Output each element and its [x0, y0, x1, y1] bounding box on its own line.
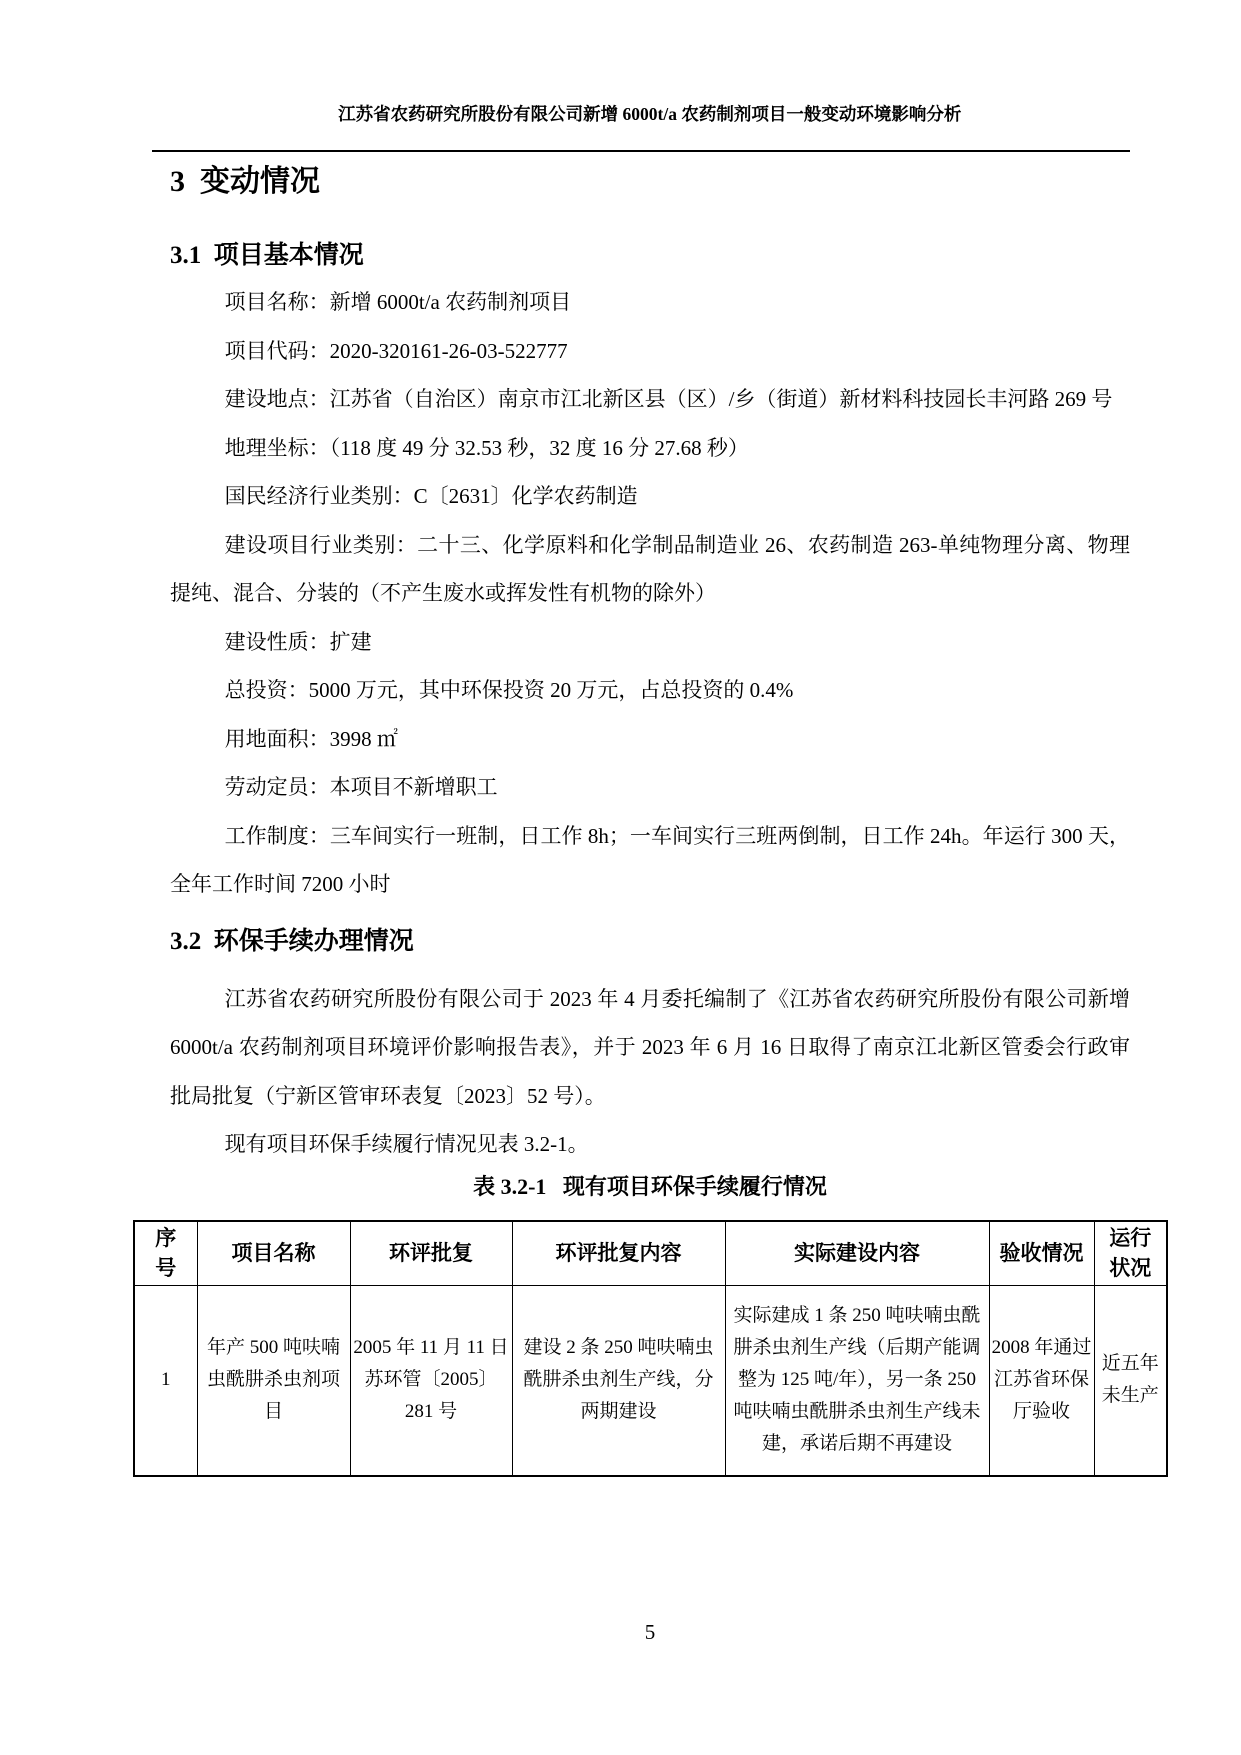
paragraph-land-area: 用地面积：3998 ㎡ — [224, 726, 398, 751]
paragraph-construction-type: 建设性质：扩建 — [224, 629, 372, 654]
col-header-approval-content: 环评批复内容 — [512, 1221, 725, 1286]
col-header-operation-status: 运行状况 — [1094, 1221, 1167, 1286]
col-header-acceptance: 验收情况 — [989, 1221, 1094, 1286]
cell-operation-status: 近五年未生产 — [1094, 1286, 1167, 1476]
running-header-title: 江苏省农药研究所股份有限公司新增 6000t/a 农药制剂项目一般变动环境影响分析 — [338, 104, 962, 124]
col-header-actual-content: 实际建设内容 — [725, 1221, 989, 1286]
page-content — [155, 140, 1159, 1477]
paragraph-industry-category: 国民经济行业类别：C〔2631〕化学农药制造 — [224, 484, 638, 508]
paragraph-investment: 总投资：5000 万元，其中环保投资 20 万元，占总投资的 0.4% — [224, 678, 794, 702]
col-header-eia-approval: 环评批复 — [350, 1221, 512, 1286]
section-3-1-body — [170, 278, 1130, 909]
page-footer — [170, 1620, 1130, 1644]
cell-actual-content: 实际建成 1 条 250 吨呋喃虫酰肼杀虫剂生产线（后期产能调整为 125 吨/年），另一条 250 吨呋喃虫酰肼杀虫剂生产线未建，承诺后期不再建设 — [725, 1286, 989, 1476]
table-header-row — [134, 1221, 1167, 1286]
page-number: 5 — [644, 1620, 656, 1644]
col-header-project-name: 项目名称 — [197, 1221, 350, 1286]
section-heading-3-2: 3.2 环保手续办理情况 — [170, 927, 414, 955]
col-header-seq: 序号 — [134, 1221, 197, 1286]
cell-seq: 1 — [134, 1286, 197, 1476]
paragraph-project-name: 项目名称：新增 6000t/a 农药制剂项目 — [224, 290, 572, 314]
paragraph-location: 建设地点：江苏省（自治区）南京市江北新区县（区）/乡（街道）新材料科技园长丰河路 269 号 — [224, 387, 1113, 411]
table-row — [134, 1286, 1167, 1476]
cell-acceptance: 2008 年通过江苏省环保厅验收 — [989, 1286, 1094, 1476]
section-3-2-body — [170, 975, 1130, 1169]
paragraph-staffing: 劳动定员：本项目不新增职工 — [224, 775, 498, 799]
paragraph-project-category: 建设项目行业类别：二十三、化学原料和化学制品制造业 26、农药制造 263-单纯物理分离、物理提纯、混合、分装的（不产生废水或挥发性有机物的除外） — [170, 532, 1130, 605]
section-heading-3: 3 变动情况 — [170, 165, 320, 198]
paragraph-table-reference: 现有项目环保手续履行情况见表 3.2-1。 — [224, 1132, 589, 1156]
cell-eia-approval: 2005 年 11 月 11 日苏环管〔2005〕281 号 — [350, 1286, 512, 1476]
paragraph-coordinates: 地理坐标：（118 度 49 分 32.53 秒，32 度 16 分 27.68 秒） — [224, 435, 749, 460]
ep-procedures-table — [133, 1220, 1168, 1477]
paragraph-approval-history: 江苏省农药研究所股份有限公司于 2023 年 4 月委托编制了《江苏省农药研究所股份有限公司新增 6000t/a 农药制剂项目环境评价影响报告表》，并于 2023 年 6 月 16 日取得了南京江北新区管委会行政审批局批复（宁新区管审环表复〔2023〕52 号）。 — [170, 986, 1130, 1108]
table-title: 表 3.2-1 现有项目环保手续履行情况 — [473, 1173, 827, 1199]
section-heading-3-1: 3.1 项目基本情况 — [170, 242, 364, 269]
cell-approval-content: 建设 2 条 250 吨呋喃虫酰肼杀虫剂生产线，分两期建设 — [512, 1286, 725, 1476]
paragraph-work-schedule: 工作制度：三车间实行一班制，日工作 8h；一车间实行三班两倒制，日工作 24h。年运行 300 天，全年工作时间 7200 小时 — [170, 823, 1130, 896]
cell-project-name: 年产 500 吨呋喃虫酰肼杀虫剂项目 — [197, 1286, 350, 1476]
paragraph-project-code: 项目代码：2020-320161-26-03-522777 — [224, 338, 568, 363]
